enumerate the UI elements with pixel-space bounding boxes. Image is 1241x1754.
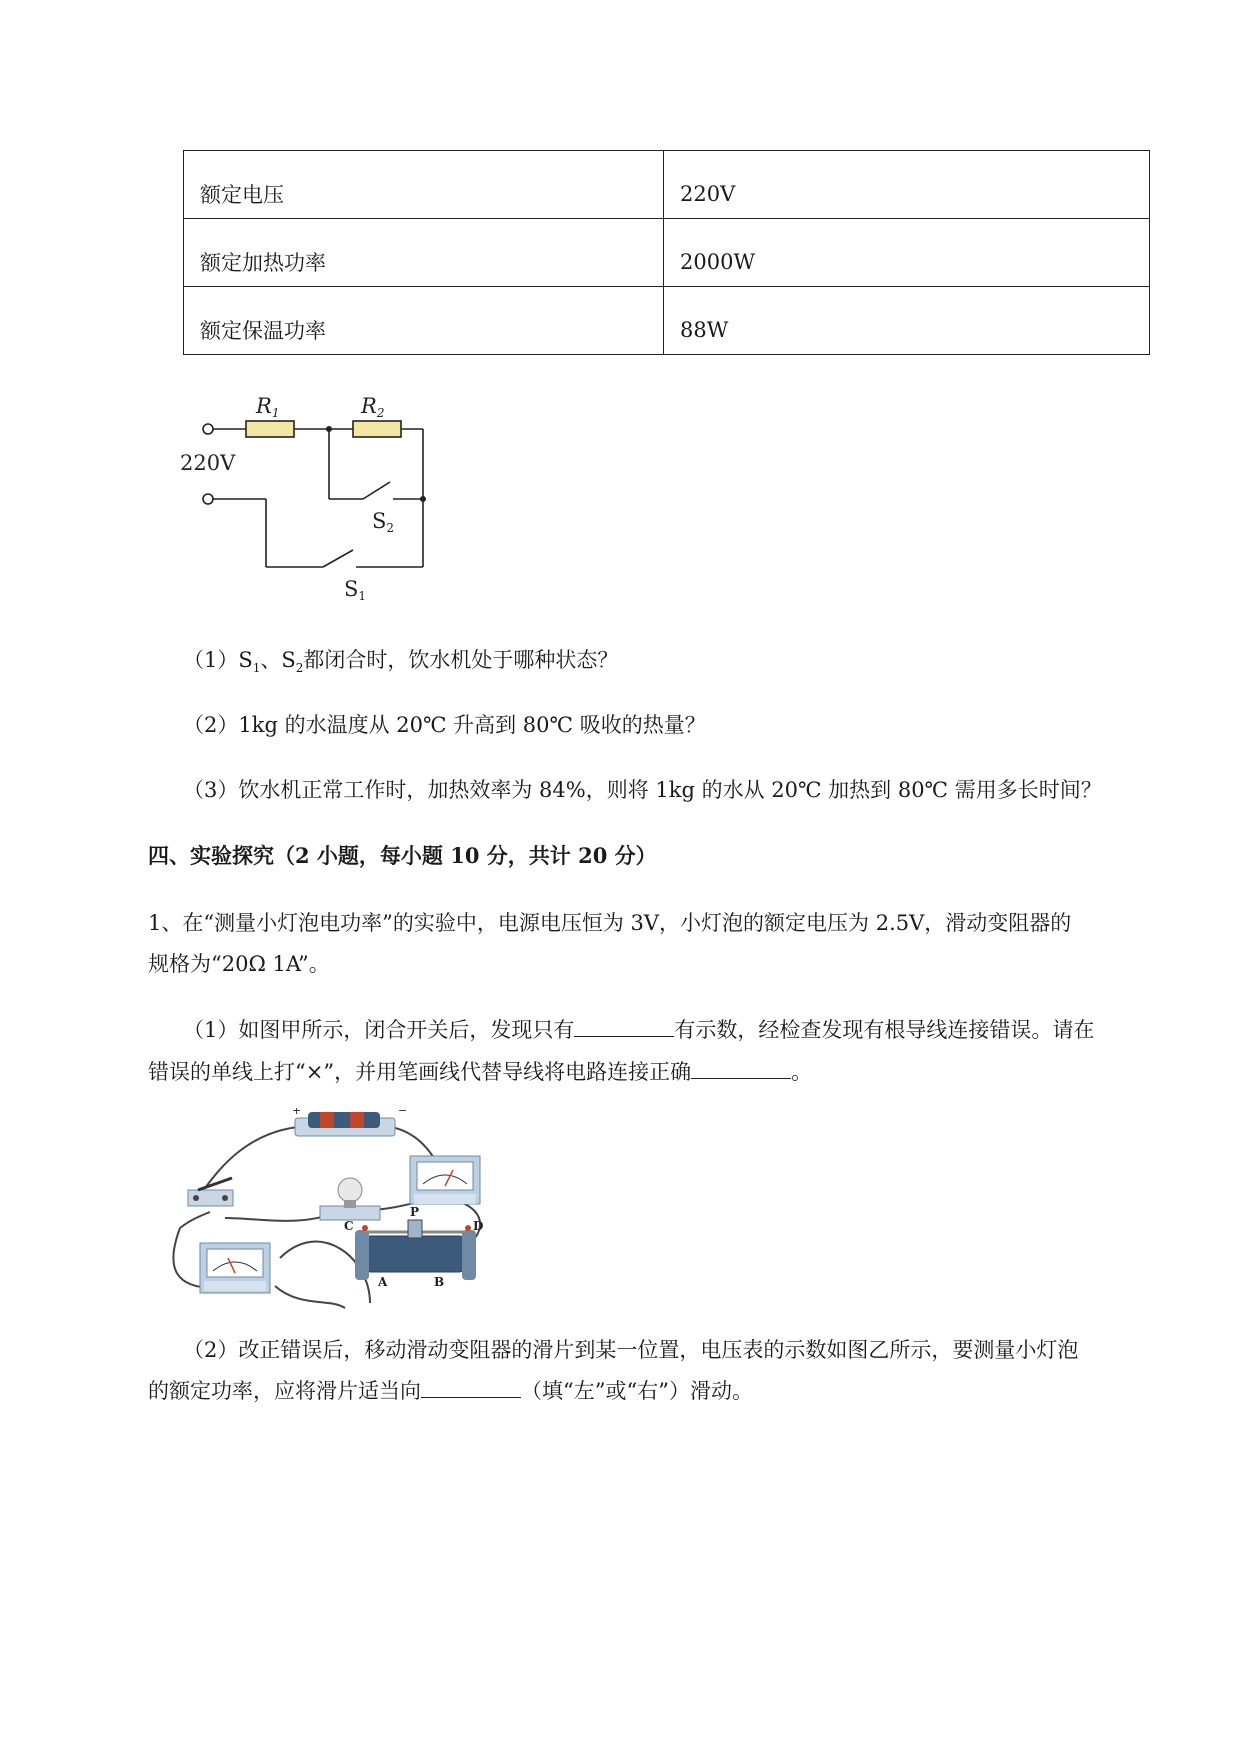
- battery-icon: [292, 1108, 407, 1136]
- apparatus-figure: [170, 1108, 510, 1313]
- section-heading: 四、实验探究（2 小题，每小题 10 分，共计 20 分）: [148, 843, 657, 868]
- label-s2-sub: 2: [386, 521, 395, 535]
- terminal-top: [203, 424, 213, 434]
- ammeter-icon: [200, 1243, 270, 1293]
- rheostat-label-c: C: [344, 1219, 354, 1233]
- voltmeter-icon: [410, 1156, 480, 1204]
- answer-blank[interactable]: [691, 1054, 791, 1079]
- svg-text:R1: [255, 394, 279, 420]
- spec-value: 2000W: [664, 219, 1150, 287]
- rheostat-label-p: P: [410, 1205, 420, 1219]
- spec-label: 额定电压: [184, 151, 664, 219]
- label-voltage: 220V: [180, 451, 236, 475]
- label-r2-sub: 2: [376, 406, 385, 420]
- junction-dot: [420, 496, 426, 502]
- terminal-bottom: [203, 494, 213, 504]
- wire: [275, 1286, 345, 1308]
- wire: [180, 1212, 210, 1228]
- label-s1: S: [344, 577, 359, 601]
- label-r2: R: [361, 394, 377, 418]
- question-2: （2）1kg 的水温度从 20℃ 升高到 80℃ 吸收的热量？: [183, 713, 706, 737]
- junction-dot: [326, 426, 332, 432]
- sub-question-1-line-2: 错误的单线上打“×”，并用笔画线代替导线将电路连接正确 。: [148, 1052, 812, 1092]
- sub-question-2-line-1: （2）改正错误后，移动滑动变阻器的滑片到某一位置，电压表的示数如图乙所示，要测量小灯泡: [183, 1338, 1079, 1362]
- label-s2: S: [372, 509, 387, 533]
- bulb-icon: [320, 1178, 380, 1220]
- svg-text:S1: [344, 577, 366, 603]
- wire: [205, 1126, 310, 1188]
- battery-plus-label: +: [292, 1108, 302, 1117]
- table-row: [184, 287, 1150, 355]
- spec-value: 220V: [664, 151, 1150, 219]
- table-row: [184, 219, 1150, 287]
- rheostat-label-a: A: [378, 1275, 388, 1289]
- resistor-r1: [246, 421, 294, 437]
- question-3: （3）饮水机正常工作时，加热效率为 84%，则将 1kg 的水从 20℃ 加热到 80℃ 需用多长时间？: [183, 778, 1102, 802]
- rheostat-label-b: B: [434, 1275, 445, 1289]
- label-r1: R: [256, 394, 272, 418]
- label-r1-sub: 1: [271, 406, 280, 420]
- battery-minus-label: −: [398, 1108, 408, 1117]
- label-s1-sub: 1: [358, 589, 367, 603]
- sub-question-2-line-2: 的额定功率，应将滑片适当向 （填“左”或“右”）滑动。: [148, 1371, 753, 1411]
- spec-value: 88W: [664, 287, 1150, 355]
- spec-label: 额定加热功率: [184, 219, 664, 287]
- sub-question-1-line-1: （1）如图甲所示，闭合开关后，发现只有 有示数，经检查发现有根导线连接错误。请在: [183, 1010, 1094, 1050]
- table-row: [184, 151, 1150, 219]
- problem-1-line-1: 1、在“测量小灯泡电功率”的实验中，电源电压恒为 3V，小灯泡的额定电压为 2.5V，滑动变阻器的: [148, 911, 1072, 935]
- question-1: $(1)S_1$、$S_2$都闭合时，饮水机处于哪种状态？: [183, 648, 619, 676]
- answer-blank[interactable]: [574, 1012, 674, 1037]
- resistor-r2: [353, 421, 401, 437]
- answer-blank[interactable]: [421, 1373, 521, 1398]
- svg-text:R2: [360, 394, 384, 420]
- spec-table: [183, 150, 1150, 355]
- svg-text:S2: [372, 509, 394, 535]
- rheostat-label-d: D: [473, 1219, 484, 1233]
- spec-label: 额定保温功率: [184, 287, 664, 355]
- circuit-diagram: [170, 380, 450, 610]
- problem-1-line-2: 规格为“20Ω 1A”。: [148, 952, 330, 976]
